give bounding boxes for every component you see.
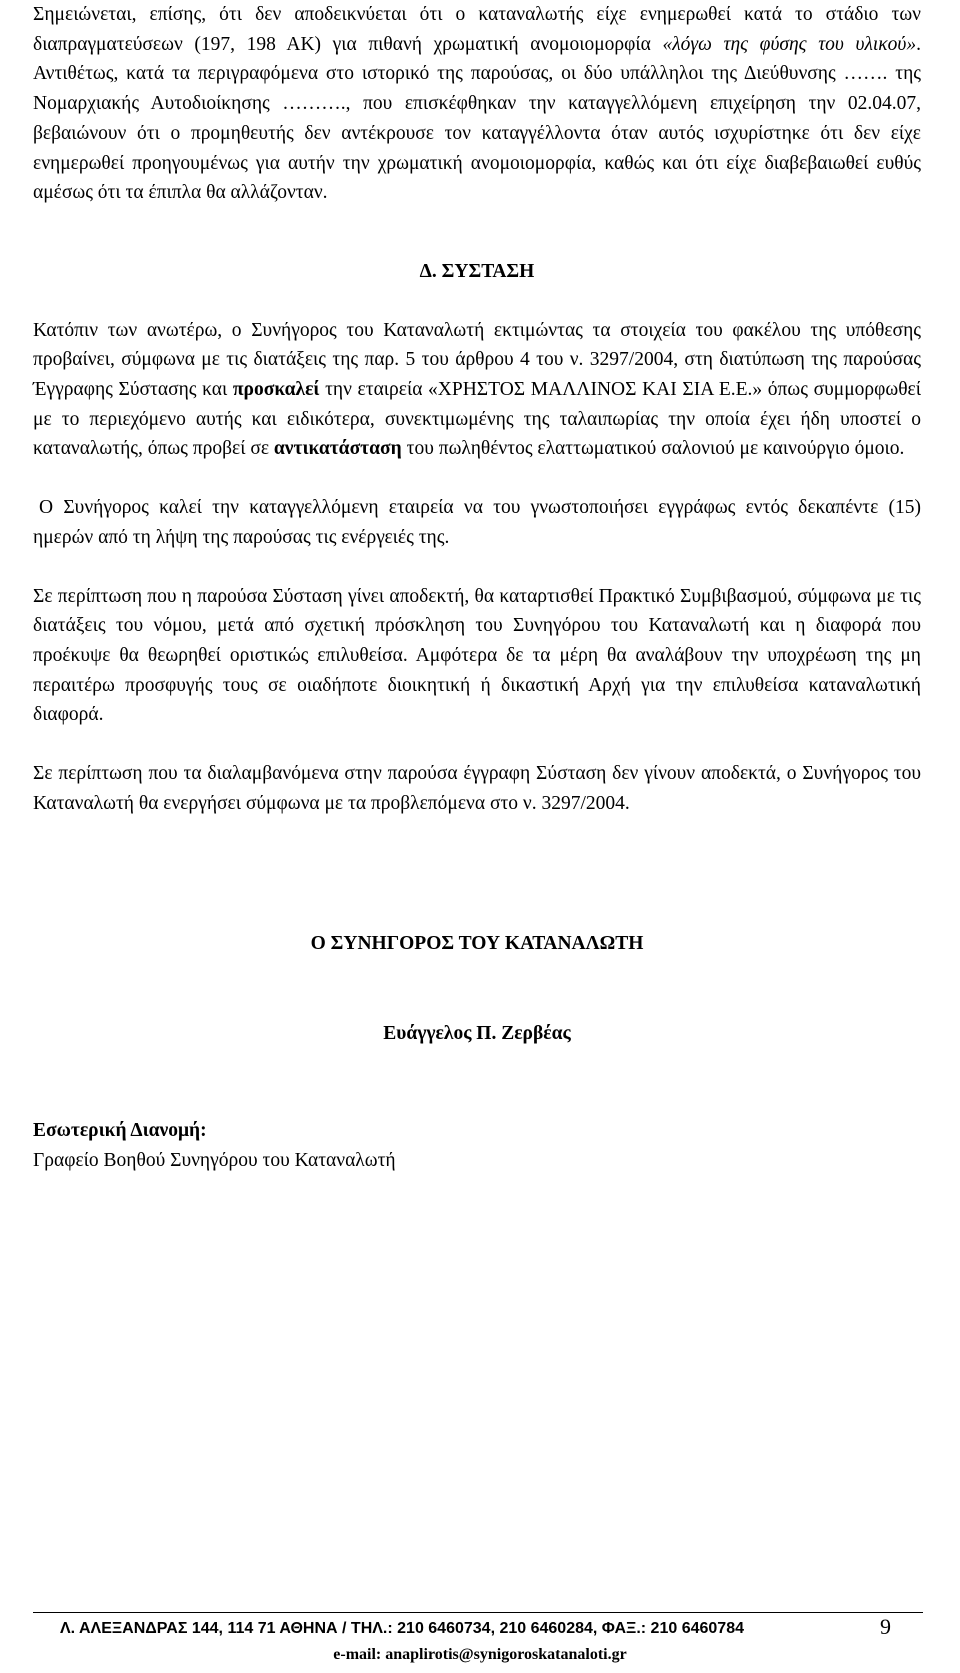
intro-paragraph: [33, 0, 921, 208]
rec-p1-bold-invites: προσκαλεί: [232, 379, 320, 401]
intro-text-1: Σημειώνεται, επίσης, ότι δεν αποδεικνύεται ότι ο καταναλωτής είχε ενημερωθεί κατά το στάδιο των διαπραγματεύσεων (197, 198 ΑΚ) για πιθανή χρωματική ανομοιομορφία: [33, 4, 921, 55]
intro-quote: «λόγω της φύσης του υλικού»: [662, 33, 917, 55]
footer-divider: [33, 1612, 923, 1613]
rec-p1-bold-replacement: αντικατάσταση: [273, 438, 402, 460]
signature-title: Ο ΣΥΝΗΓΟΡΟΣ ΤΟΥ ΚΑΤΑΝΑΛΩΤΗ: [310, 933, 644, 955]
rec-p1-text-a: Κατόπιν των ανωτέρω, ο Συνήγορος του Καταναλωτή εκτιμώντας τα στοιχεία του φακέλου της υπόθεσης προβαίνει, σύμφωνα με τις διατάξεις της παρ. 5 του άρθρου 4 του ν. 3297/2004, στη διατύπωση της παρούσας Έγγραφης Σύστασης και: [33, 319, 921, 401]
distribution-label: Εσωτερική Διανομή:: [33, 1119, 207, 1141]
document-page: [33, 0, 921, 1175]
page-number: 9: [880, 1614, 891, 1639]
recommendation-paragraph-1: [33, 316, 921, 465]
intro-text-2: . Αντιθέτως, κατά τα περιγραφόμενα στο ιστορικό της παρούσας, οι δύο υπάλληλοι της Διεύθυνσης ……. της Νομαρχιακής Αυτοδιοίκησης ………., που επισκέφθηκαν την καταγγελλόμενη επιχείρηση την 02.04.07, βεβαιώνουν ότι ο προμηθευτής δεν αντέκρουσε τον καταγγέλλοντα όταν αυτός ισχυρίστηκε ότι δεν είχε ενημερωθεί προηγουμένως για αυτήν την χρωματική ανομοιομορφία, καθώς και ότι είχε διαβεβαιωθεί ευθύς αμέσως ότι τα έπιπλα θα αλλάζονταν.: [33, 33, 921, 204]
section-heading: Δ. ΣΥΣΤΑΣΗ: [419, 260, 535, 282]
distribution-value: Γραφείο Βοηθού Συνηγόρου του Καταναλωτή: [33, 1149, 396, 1171]
footer-email: e-mail: anaplirotis@synigoroskatanaloti.gr: [333, 1646, 627, 1663]
recommendation-paragraph-3: Σε περίπτωση που η παρούσα Σύσταση γίνει αποδεκτή, θα καταρτισθεί Πρακτικό Συμβιβασμού, σύμφωνα με τις διατάξεις του νόμου, μετά από σχετική πρόσκληση του Συνηγόρου του Καταναλωτή και η διαφορά που προέκυψε θα θεωρηθεί οριστικώς επιλυθείσα. Αμφότερα δε τα μέρη θα αναλάβουν την υποχρέωση της μη περαιτέρω προσφυγής τους σε οιαδήποτε διοικητική ή δικαστική Αρχή για την επιλυθείσα καταναλωτική διαφορά.: [33, 585, 921, 726]
recommendation-paragraph-4: Σε περίπτωση που τα διαλαμβανόμενα στην παρούσα έγγραφη Σύσταση δεν γίνουν αποδεκτά, ο Συνήγορος του Καταναλωτή θα ενεργήσει σύμφωνα με τα προβλεπόμενα στο ν. 3297/2004.: [33, 763, 921, 814]
rec-p1-text-c: του πωληθέντος ελαττωματικού σαλονιού με καινούργιο όμοιο.: [401, 438, 905, 460]
signature-name: Ευάγγελος Π. Ζερβέας: [383, 1023, 571, 1045]
footer-address: Λ. ΑΛΕΞΑΝΔΡΑΣ 144, 114 71 ΑΘΗΝΑ / ΤΗΛ.: 210 6460734, 210 6460284, ΦΑΞ.: 210 6460784: [60, 1620, 744, 1637]
recommendation-paragraph-2: Ο Συνήγορος καλεί την καταγγελλόμενη εταιρεία να του γνωστοποιήσει εγγράφως εντός δεκαπέντε (15) ημερών από τη λήψη της παρούσας τις ενέργειές της.: [33, 497, 921, 548]
rec-p1-text-b: την εταιρεία «ΧΡΗΣΤΟΣ ΜΑΛΛΙΝΟΣ ΚΑΙ ΣΙΑ Ε.Ε.» όπως συμμορφωθεί με το περιεχόμενο αυτής και ειδικότερα, συνεκτιμωμένης της ταλαιπωρίας την οποία έχει ήδη υποστεί ο καταναλωτής, όπως προβεί σε: [33, 379, 921, 460]
